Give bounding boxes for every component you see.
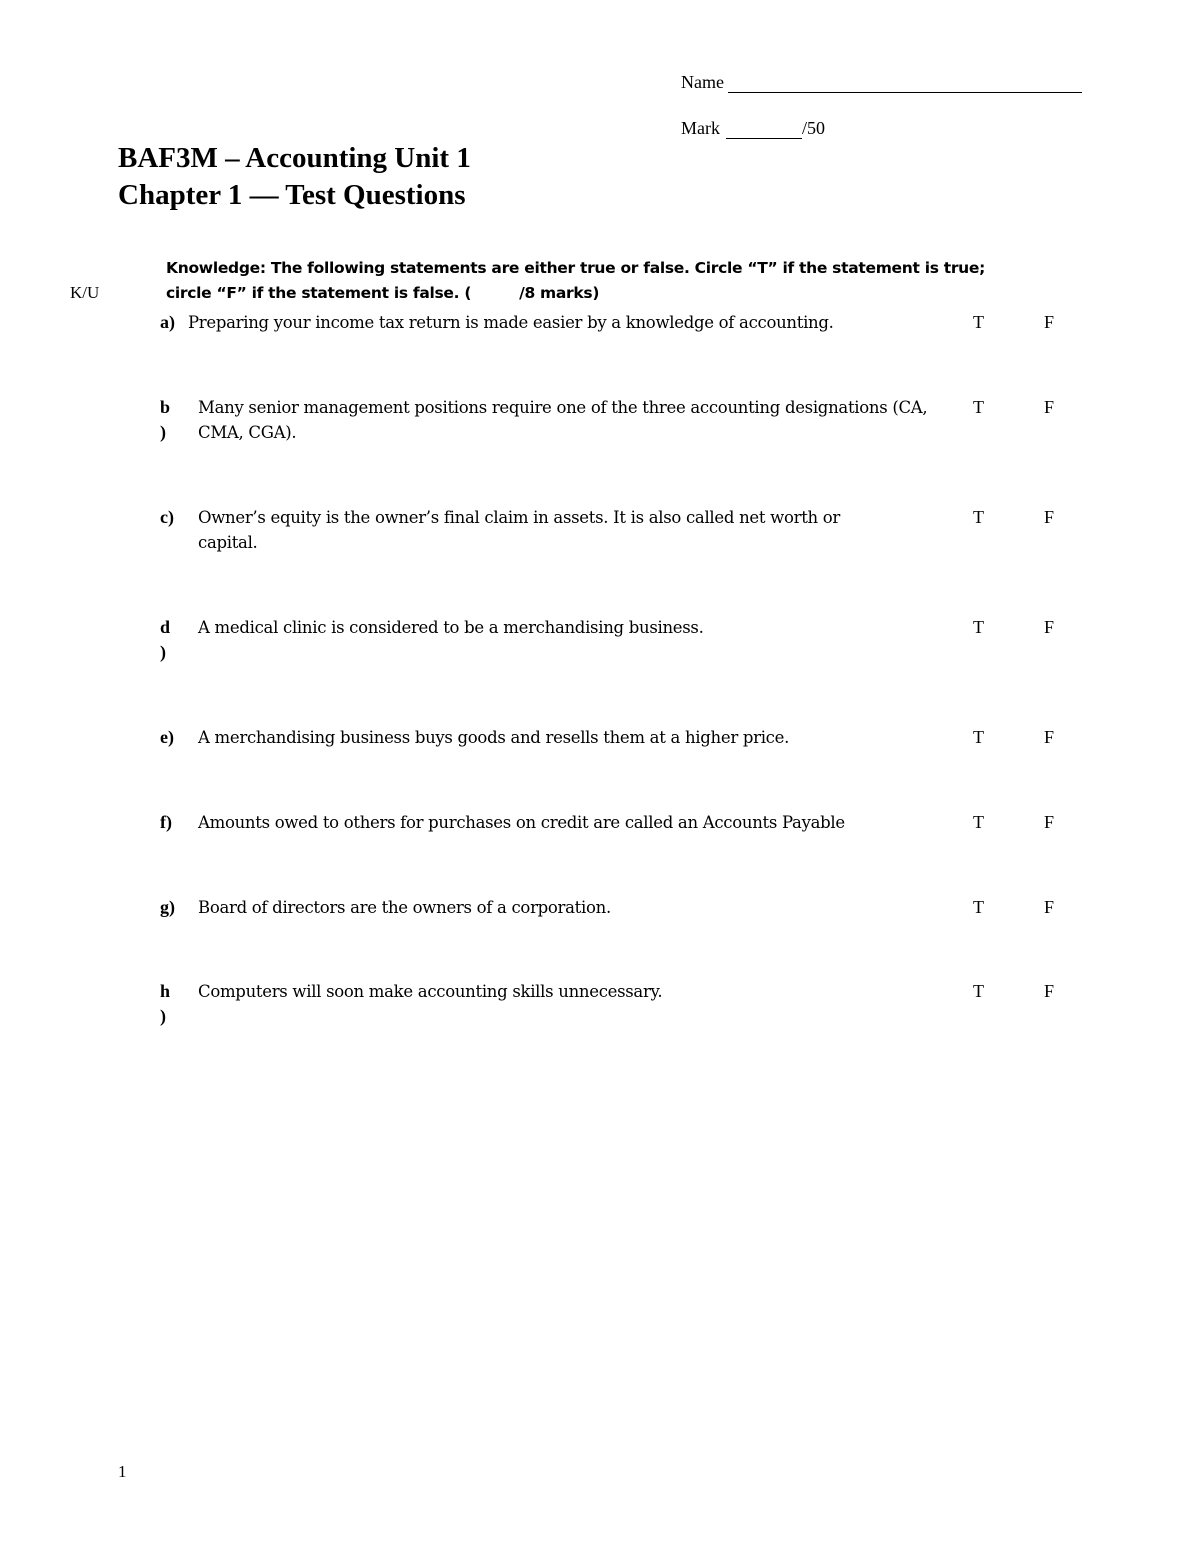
mark-field <box>681 118 825 139</box>
instructions-line-2 <box>166 281 1066 306</box>
true-option[interactable]: T <box>973 981 984 1001</box>
question-text: Preparing your income tax return is made easier by a knowledge of accounting. <box>188 313 834 332</box>
true-option[interactable]: T <box>973 507 984 527</box>
instructions-line-1: Knowledge: The following statements are either true or false. Circle “T” if the statement is true; <box>166 259 986 277</box>
false-option[interactable]: F <box>1044 727 1055 747</box>
true-option[interactable]: T <box>973 727 984 747</box>
true-option[interactable]: T <box>973 397 984 417</box>
instructions-line-2-end: /8 marks) <box>519 284 600 302</box>
name-blank[interactable] <box>728 74 1082 93</box>
question-text: Owner’s equity is the owner’s final claim in assets. It is also called net worth or capital. <box>198 508 841 552</box>
question-letter: e) <box>160 727 174 747</box>
question-letter: c) <box>160 507 174 527</box>
title-line-1: BAF3M – Accounting Unit 1 <box>118 142 471 174</box>
true-option[interactable]: T <box>973 812 984 832</box>
question-letter: d ) <box>160 617 171 662</box>
name-label: Name <box>681 72 724 92</box>
page-number: 1 <box>118 1462 127 1481</box>
question-letter: f) <box>160 812 172 832</box>
false-option[interactable]: F <box>1044 812 1055 832</box>
false-option[interactable]: F <box>1044 312 1055 332</box>
name-field[interactable] <box>681 72 1082 93</box>
mark-total: /50 <box>802 118 826 138</box>
category-label: K/U <box>70 283 100 302</box>
true-option[interactable]: T <box>973 312 984 332</box>
true-option[interactable]: T <box>973 897 984 917</box>
question-text: Board of directors are the owners of a corporation. <box>198 898 611 917</box>
question-text: Many senior management positions require one of the three accounting designations (CA, CMA, CGA). <box>198 398 928 442</box>
question-letter: g) <box>160 897 175 917</box>
false-option[interactable]: F <box>1044 507 1055 527</box>
mark-blank[interactable] <box>726 120 802 139</box>
document-title <box>118 140 471 214</box>
false-option[interactable]: F <box>1044 617 1055 637</box>
question-letter: b ) <box>160 397 171 442</box>
true-option[interactable]: T <box>973 617 984 637</box>
false-option[interactable]: F <box>1044 981 1055 1001</box>
question-text: A merchandising business buys goods and resells them at a higher price. <box>198 728 790 747</box>
mark-label: Mark <box>681 118 720 138</box>
false-option[interactable]: F <box>1044 897 1055 917</box>
question-letter: a) <box>160 312 175 332</box>
question-text: Computers will soon make accounting skills unnecessary. <box>198 982 663 1001</box>
question-text: A medical clinic is considered to be a merchandising business. <box>198 618 704 637</box>
false-option[interactable]: F <box>1044 397 1055 417</box>
instructions-line-2-start: circle “F” if the statement is false. ( <box>166 284 472 302</box>
question-letter: h ) <box>160 981 171 1026</box>
question-text: Amounts owed to others for purchases on credit are called an Accounts Payable <box>198 813 845 832</box>
title-line-2: Chapter 1 — Test Questions <box>118 179 466 211</box>
section-instructions <box>166 256 1066 306</box>
